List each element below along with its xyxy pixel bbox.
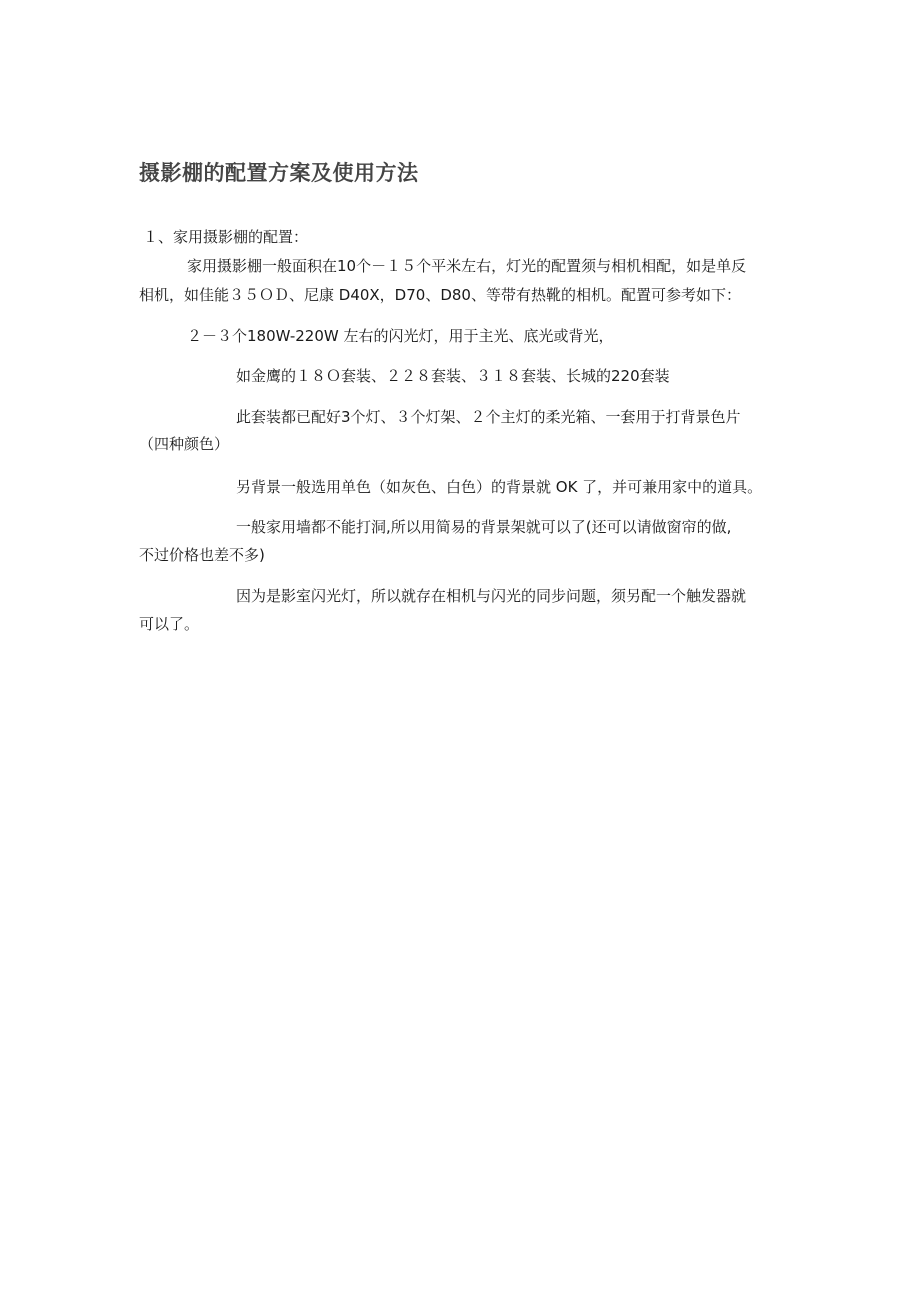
paragraph-line: 不过价格也差不多)	[139, 546, 265, 564]
paragraph-line: 一般家用墙都不能打洞,所以用简易的背景架就可以了(还可以请做窗帘的做,	[236, 518, 732, 536]
paragraph-line: 相机，如佳能３５ＯＤ、尼康 D40X，D70、D80、等带有热靴的相机。配置可参考如下：	[139, 286, 741, 304]
paragraph-line: 如金鹰的１８Ｏ套装、２２８套装、３１８套装、长城的220套装	[236, 367, 670, 385]
paragraph-line: 因为是影室闪光灯，所以就存在相机与闪光的同步问题，须另配一个触发器就	[236, 587, 747, 605]
paragraph-line: （四种颜色）	[139, 435, 230, 453]
section-heading: １、家用摄影棚的配置：	[143, 228, 309, 246]
paragraph-line: 家用摄影棚一般面积在10个－１５个平米左右，灯光的配置须与相机相配，如是单反	[187, 257, 747, 275]
paragraph-line: 此套装都已配好3个灯、３个灯架、２个主灯的柔光箱、一套用于打背景色片	[236, 408, 741, 426]
paragraph-line: 另背景一般选用单色（如灰色、白色）的背景就 OK 了，并可兼用家中的道具。	[236, 478, 763, 496]
document-title: 摄影棚的配置方案及使用方法	[139, 161, 419, 185]
paragraph-line: ２－３个180W-220W 左右的闪光灯，用于主光、底光或背光，	[187, 327, 614, 345]
paragraph-line: 可以了。	[139, 615, 200, 633]
